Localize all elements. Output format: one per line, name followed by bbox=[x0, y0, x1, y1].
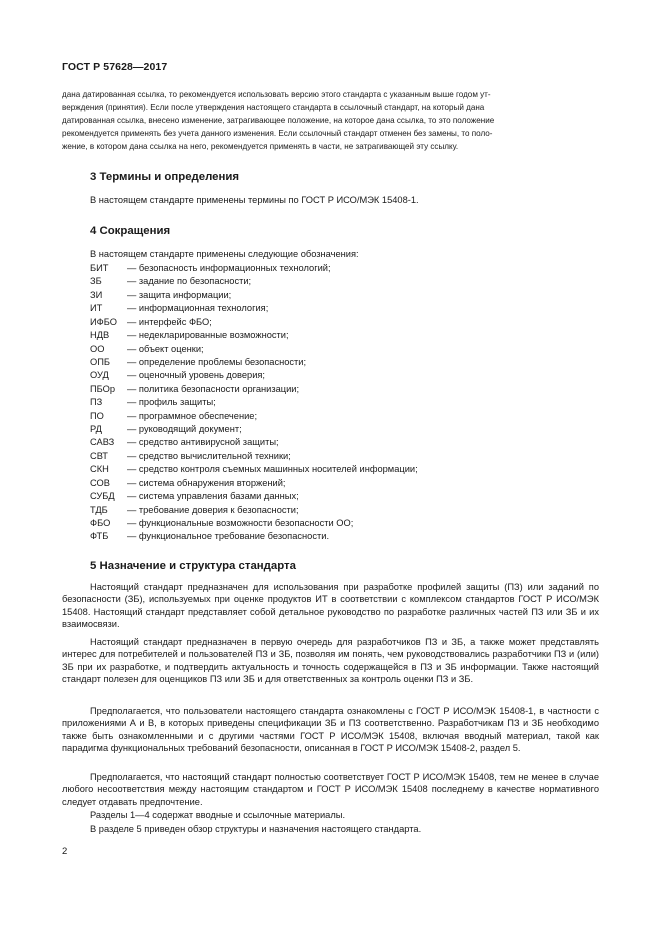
abbreviation-meaning: — программное обеспечение; bbox=[127, 410, 258, 421]
abbreviation-meaning: — средство вычислительной техники; bbox=[127, 450, 291, 461]
list-item bbox=[90, 329, 418, 342]
abbreviation-code: ИТ bbox=[90, 303, 103, 314]
abbreviation-meaning: — интерфейс ФБО; bbox=[127, 316, 212, 327]
abbreviation-code: ПЗ bbox=[90, 397, 103, 408]
list-item bbox=[90, 396, 418, 409]
section-5-paragraph: Настоящий стандарт предназначен в первую очередь для разработчиков ПЗ и ЗБ, а также может представлять интерес для потребителей и пользователей ПЗ и ЗБ, позволяя им понять, чем руководствовались разработчики ПЗ и (или) ЗБ при их разработке, и подтвердить актуальность и точность содержащейся в ПЗ и ЗБ информации. Также настоящий стандарт полезен для оценщиков ПЗ или ЗБ и для ответственных за контроль оценки ПЗ и ЗБ. bbox=[62, 637, 599, 684]
list-item bbox=[90, 477, 418, 490]
list-item bbox=[90, 490, 418, 503]
abbreviation-code: ФБО bbox=[90, 518, 111, 529]
abbreviation-code: ПБОр bbox=[90, 383, 116, 394]
list-item bbox=[90, 463, 418, 476]
abbreviation-code: СКН bbox=[90, 464, 109, 475]
list-item bbox=[90, 530, 418, 543]
list-item bbox=[90, 343, 418, 356]
abbreviation-meaning: — система управления базами данных; bbox=[127, 491, 299, 502]
continuation-paragraph bbox=[62, 88, 599, 153]
abbreviation-code: ЗИ bbox=[90, 289, 103, 300]
abbreviation-code: БИТ bbox=[90, 263, 109, 273]
section-5-paragraph: Разделы 1—4 содержат вводные и ссылочные материалы. bbox=[90, 810, 346, 820]
abbreviation-code: САВЗ bbox=[90, 437, 115, 448]
list-item bbox=[90, 302, 418, 315]
abbreviation-meaning: — профиль защиты; bbox=[127, 397, 216, 408]
abbreviation-meaning: — задание по безопасности; bbox=[127, 276, 252, 287]
abbreviation-code: ОУД bbox=[90, 370, 109, 381]
list-item bbox=[90, 504, 418, 517]
abbreviation-meaning: — информационная технология; bbox=[127, 303, 269, 314]
list-item bbox=[90, 410, 418, 423]
continuation-line: датированная ссылка, внесено изменение, затрагивающее положение, на которое дана ссылка, то это положение bbox=[62, 116, 495, 126]
abbreviation-meaning: — определение проблемы безопасности; bbox=[127, 356, 307, 367]
list-item bbox=[90, 316, 418, 329]
abbreviations-list bbox=[90, 262, 418, 544]
section-3-text: В настоящем стандарте применены термины по ГОСТ Р ИСО/МЭК 15408-1. bbox=[90, 195, 419, 205]
list-item bbox=[90, 369, 418, 382]
list-item bbox=[90, 383, 418, 396]
list-item bbox=[90, 356, 418, 369]
section-5-paragraph: Предполагается, что настоящий стандарт полностью соответствует ГОСТ Р ИСО/МЭК 15408, тем не менее в случае любого несоответствия между настоящим стандартом и ГОСТ Р ИСО/МЭК 15408 последнему в качестве нормативного следует отдавать предпочтение. bbox=[62, 772, 599, 807]
section-3-heading: 3 Термины и определения bbox=[90, 171, 240, 183]
abbreviation-meaning: — оценочный уровень доверия; bbox=[127, 370, 266, 381]
section-5-heading: 5 Назначение и структура стандарта bbox=[90, 560, 296, 572]
section-5-paragraph: Предполагается, что пользователи настоящего стандарта ознакомлены с ГОСТ Р ИСО/МЭК 15408-1, в частности с приложениями А и В, в которых приведены спецификации ЗБ и ПЗ соответственно. Разработчикам ПЗ и ЗБ необходимо также быть ознакомленными и с другими частями ГОСТ Р ИСО/МЭК 15408, включая вводный материал, такой как парадигма функциональных требований безопасности, описанная в ГОСТ Р ИСО/МЭК 15408-2, раздел 5. bbox=[62, 706, 599, 753]
abbreviation-code: ФТБ bbox=[90, 531, 109, 542]
list-item bbox=[90, 275, 418, 288]
abbreviation-code: ОПБ bbox=[90, 356, 111, 367]
abbreviation-meaning: — недекларированные возможности; bbox=[127, 330, 289, 341]
continuation-line: рекомендуется применять без учета данного изменения. Если ссылочный стандарт отменен без замены, то поло- bbox=[62, 129, 493, 139]
abbreviation-meaning: — политика безопасности организации; bbox=[127, 383, 300, 394]
abbreviation-code: СВТ bbox=[90, 450, 108, 461]
continuation-line: дана датированная ссылка, то рекомендуется использовать версию этого стандарта с указанным выше годом ут- bbox=[62, 90, 491, 99]
page-number: 2 bbox=[62, 846, 68, 857]
document-header: ГОСТ Р 57628—2017 bbox=[62, 61, 168, 73]
abbreviation-meaning: — объект оценки; bbox=[127, 343, 204, 354]
abbreviation-meaning: — функциональное требование безопасности. bbox=[127, 531, 330, 542]
abbreviation-meaning: — средство контроля съемных машинных носителей информации; bbox=[127, 464, 418, 475]
abbreviation-meaning: — функциональные возможности безопасности ОО; bbox=[127, 518, 354, 529]
abbreviation-code: ПО bbox=[90, 410, 104, 421]
list-item bbox=[90, 262, 418, 275]
abbreviation-code: ТДБ bbox=[90, 504, 108, 515]
abbreviation-code: РД bbox=[90, 424, 102, 435]
section-4-heading: 4 Сокращения bbox=[90, 225, 171, 237]
abbreviation-meaning: — защита информации; bbox=[127, 289, 232, 300]
abbreviation-meaning: — требование доверия к безопасности; bbox=[127, 504, 299, 515]
section-5-paragraph: В разделе 5 приведен обзор структуры и назначения настоящего стандарта. bbox=[90, 824, 422, 834]
abbreviation-meaning: — система обнаружения вторжений; bbox=[127, 477, 286, 488]
abbreviation-code: ИФБО bbox=[90, 316, 117, 327]
list-item bbox=[90, 289, 418, 302]
abbreviation-meaning: — средство антивирусной защиты; bbox=[127, 437, 279, 448]
abbreviation-meaning: — безопасность информационных технологий; bbox=[127, 263, 331, 273]
continuation-line: верждения (принятия). Если после утверждения настоящего стандарта в ссылочный стандарт, на который дана bbox=[62, 103, 485, 113]
abbreviation-code: СОВ bbox=[90, 477, 110, 488]
abbreviation-meaning: — руководящий документ; bbox=[127, 424, 242, 435]
abbreviation-code: НДВ bbox=[90, 330, 110, 341]
continuation-line: жение, в котором дана ссылка на него, рекомендуется применять в части, не затрагивающей эту ссылку. bbox=[62, 142, 459, 152]
abbreviation-code: ЗБ bbox=[90, 276, 102, 287]
list-item bbox=[90, 436, 418, 449]
section-4-intro: В настоящем стандарте применены следующие обозначения: bbox=[90, 249, 359, 259]
abbreviation-code: ОО bbox=[90, 343, 105, 354]
section-5-paragraph: Настоящий стандарт предназначен для использования при разработке профилей защиты (ПЗ) или заданий по безопасности (ЗБ), используемых при оценке продуктов ИТ в соответствии с комплексом стандартов ГОСТ Р ИСО/МЭК 15408. Настоящий стандарт представляет собой детальное руководство по разработке различных частей ПЗ или ЗБ и их взаимосвязи. bbox=[62, 582, 599, 629]
list-item bbox=[90, 423, 418, 436]
list-item bbox=[90, 450, 418, 463]
abbreviation-code: СУБД bbox=[90, 491, 115, 502]
list-item bbox=[90, 517, 418, 530]
